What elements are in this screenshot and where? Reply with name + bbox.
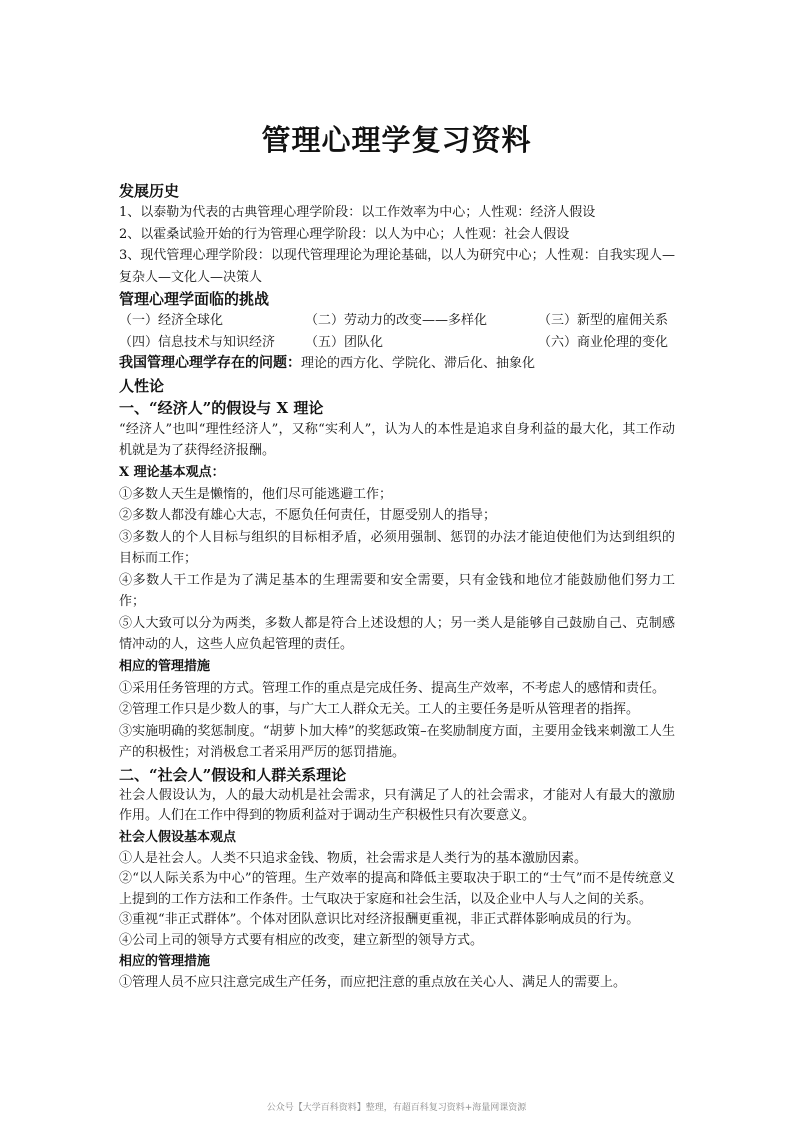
social-man-intro: 社会人假设认为，人的最大动机是社会需求，只有满足了人的社会需求，才能对人有最大的激励作用。人们在工作中得到的物质利益对于调动生产积极性只有次要意义。 xyxy=(119,787,675,823)
social-man-points-heading: 社会人假设基本观点 xyxy=(119,829,237,845)
social-man-point: ④公司上司的领导方式要有相应的改变，建立新型的领导方式。 xyxy=(119,932,484,948)
social-man-measures-heading: 相应的管理措施 xyxy=(119,954,211,969)
challenge-item: （一）经济全球化 xyxy=(119,313,224,328)
history-item: 1、以泰勒为代表的古典管理心理学阶段：以工作效率为中心；人性观：经济人假设 xyxy=(119,205,596,220)
x-theory-measure: ①采用任务管理的方式。管理工作的重点是完成任务、提高生产效率，不考虑人的感情和责任。 xyxy=(119,680,666,696)
challenge-item: （二）劳动力的改变——多样化 xyxy=(305,313,488,328)
human-nature-heading: 人性论 xyxy=(119,376,165,395)
challenges-heading: 管理心理学面临的挑战 xyxy=(119,290,270,308)
x-theory-heading: 一、“经济人”的假设与 X 理论 xyxy=(119,398,324,417)
document-title: 管理心理学复习资料 xyxy=(261,123,532,157)
x-theory-intro: “经济人”也叫“理性经济人”，又称“实利人”，认为人的本性是追求自身利益的最大化，其工作动机就是为了获得经济报酬。 xyxy=(119,421,675,458)
footer-note: 公众号【大学百科资料】整理，有超百科复习资料+海量网课资源 xyxy=(266,1103,527,1113)
x-theory-point: ⑤人大致可以分为两类，多数人都是符合上述设想的人；另一类人是能够自己鼓励自己、克制感情冲动的人，这些人应负起管理的责任。 xyxy=(119,615,675,652)
challenge-item: （四）信息技术与知识经济 xyxy=(119,334,276,350)
challenges-row xyxy=(119,332,675,354)
x-theory-measures-heading: 相应的管理措施 xyxy=(119,658,211,674)
history-item: 3、现代管理心理学阶段：以现代管理理论为理论基础，以人为研究中心；人性观：自我实现人—复杂人—文化人—决策人 xyxy=(119,248,675,285)
x-theory-measure: ③实施明确的奖惩制度。“胡萝卜加大棒”的奖惩政策–在奖励制度方面，主要用金钱来刺激工人生产的积极性；对消极怠工者采用严厉的惩罚措施。 xyxy=(119,723,675,760)
x-theory-point: ④多数人干工作是为了满足基本的生理需要和安全需要，只有金钱和地位才能鼓励他们努力工作； xyxy=(119,572,675,609)
challenge-item: （六）商业伦理的变化 xyxy=(538,334,669,350)
social-man-measure: ①管理人员不应只注意完成生产任务，而应把注意的重点放在关心人、满足人的需要上。 xyxy=(119,975,627,990)
document-body xyxy=(119,180,675,994)
challenge-item: （三）新型的雇佣关系 xyxy=(538,313,669,328)
x-theory-point: ①多数人天生是懒惰的，他们尽可能逃避工作； xyxy=(119,486,393,502)
x-theory-point: ②多数人都没有雄心大志，不愿负任何责任，甘愿受别人的指导； xyxy=(119,508,497,523)
social-man-point: ③重视“非正式群体”。个体对团队意识比对经济报酬更重视，非正式群体影响成员的行为。 xyxy=(119,912,640,927)
social-man-point: ①人是社会人。人类不只追求金钱、物质，社会需求是人类行为的基本激励因素。 xyxy=(119,850,588,866)
x-theory-points-heading: X 理论基本观点： xyxy=(119,464,225,480)
problems-text: 理论的西方化、学院化、滞后化、抽象化 xyxy=(301,356,536,371)
challenges-row xyxy=(119,310,675,332)
social-man-point: ②“以人际关系为中心”的管理。生产效率的提高和降低主要取决于职工的“士气”而不是传统意义上提到的工作方法和工作条件。士气取决于家庭和社会生活，以及企业中人与人之间的关系。 xyxy=(119,871,675,907)
history-heading: 发展历史 xyxy=(119,182,180,200)
social-man-heading: 二、“社会人”假设和人群关系理论 xyxy=(119,765,347,784)
history-item: 2、以霍桑试验开始的行为管理心理学阶段：以人为中心；人性观：社会人假设 xyxy=(119,226,570,242)
problems-line xyxy=(119,353,675,375)
challenge-item: （五）团队化 xyxy=(305,334,384,350)
x-theory-measure: ②管理工作只是少数人的事，与广大工人群众无关。工人的主要任务是听从管理者的指挥。 xyxy=(119,702,640,717)
x-theory-point: ③多数人的个人目标与组织的目标相矛盾，必须用强制、惩罚的办法才能迫使他们为达到组织的目标而工作； xyxy=(119,529,675,566)
problems-label: 我国管理心理学存在的问题： xyxy=(119,355,301,371)
